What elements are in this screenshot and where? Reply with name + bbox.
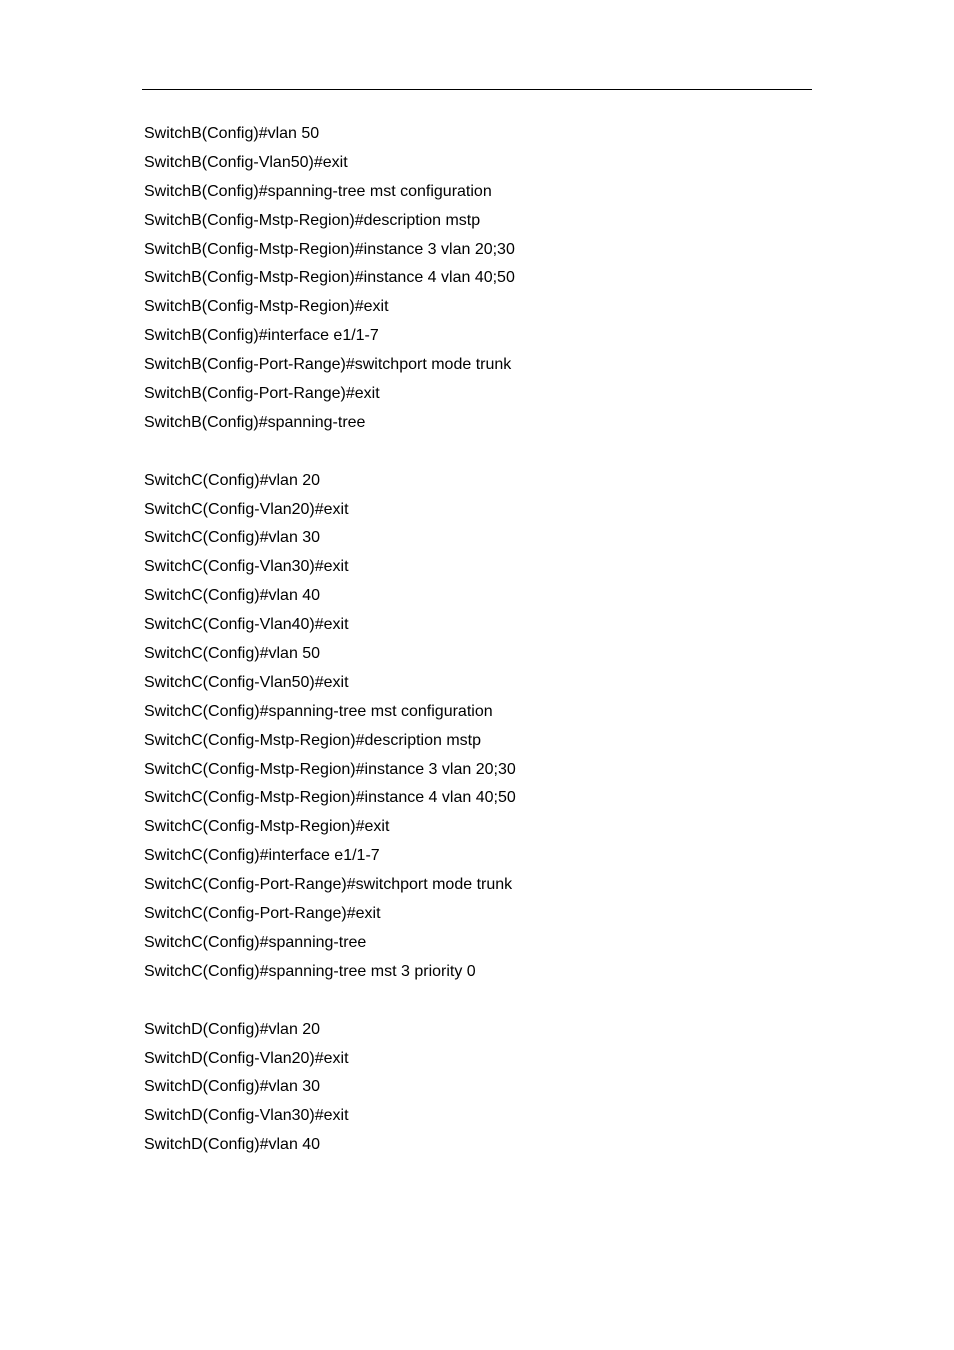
command-line: SwitchB(Config-Vlan50)#exit — [144, 153, 348, 171]
document-body — [144, 120, 804, 1160]
command-line: SwitchB(Config-Port-Range)#switchport mode trunk — [144, 356, 512, 374]
command-line: SwitchD(Config)#vlan 20 — [144, 1020, 321, 1038]
command-line: SwitchC(Config-Vlan50)#exit — [144, 673, 349, 691]
command-line: SwitchC(Config)#spanning-tree — [144, 933, 367, 951]
command-line: SwitchC(Config-Mstp-Region)#exit — [144, 818, 390, 836]
header-rule — [142, 89, 812, 90]
command-line: SwitchC(Config)#vlan 50 — [144, 645, 321, 663]
command-line: SwitchB(Config)#spanning-tree mst configuration — [144, 182, 492, 200]
command-line: SwitchC(Config)#vlan 30 — [144, 529, 321, 547]
command-line: SwitchB(Config-Mstp-Region)#instance 3 vlan 20;30 — [144, 240, 515, 258]
command-line: SwitchB(Config)#vlan 50 — [144, 125, 320, 142]
command-line: SwitchD(Config)#vlan 30 — [144, 1078, 321, 1096]
command-line: SwitchB(Config-Mstp-Region)#description mstp — [144, 211, 481, 229]
switchd-config-block — [144, 1016, 804, 1160]
command-line: SwitchC(Config-Vlan30)#exit — [144, 558, 349, 576]
command-line: SwitchB(Config)#spanning-tree — [144, 413, 366, 431]
command-line: SwitchB(Config-Mstp-Region)#exit — [144, 298, 389, 316]
command-line: SwitchC(Config)#vlan 40 — [144, 587, 321, 605]
command-line: SwitchD(Config-Vlan20)#exit — [144, 1049, 349, 1067]
command-line: SwitchC(Config)#vlan 20 — [144, 471, 321, 489]
command-line: SwitchB(Config-Port-Range)#exit — [144, 385, 380, 403]
command-line: SwitchC(Config-Mstp-Region)#instance 4 vlan 40;50 — [144, 789, 516, 807]
command-line: SwitchC(Config-Port-Range)#exit — [144, 905, 381, 923]
switchb-config-block — [144, 120, 804, 438]
command-line: SwitchC(Config-Mstp-Region)#description mstp — [144, 731, 482, 749]
switchc-config-block — [144, 467, 804, 987]
command-line: SwitchC(Config-Port-Range)#switchport mode trunk — [144, 876, 513, 894]
command-line: SwitchB(Config)#interface e1/1-7 — [144, 327, 379, 345]
command-line: SwitchC(Config-Vlan40)#exit — [144, 616, 349, 634]
command-line: SwitchC(Config)#spanning-tree mst configuration — [144, 702, 493, 720]
command-line: SwitchC(Config)#interface e1/1-7 — [144, 847, 380, 865]
command-line: SwitchD(Config-Vlan30)#exit — [144, 1107, 349, 1125]
command-line: SwitchC(Config-Mstp-Region)#instance 3 vlan 20;30 — [144, 760, 516, 778]
command-line: SwitchB(Config-Mstp-Region)#instance 4 vlan 40;50 — [144, 269, 515, 287]
command-line: SwitchD(Config)#vlan 40 — [144, 1136, 321, 1154]
command-line: SwitchC(Config)#spanning-tree mst 3 priority 0 — [144, 962, 476, 980]
command-line: SwitchC(Config-Vlan20)#exit — [144, 500, 349, 518]
